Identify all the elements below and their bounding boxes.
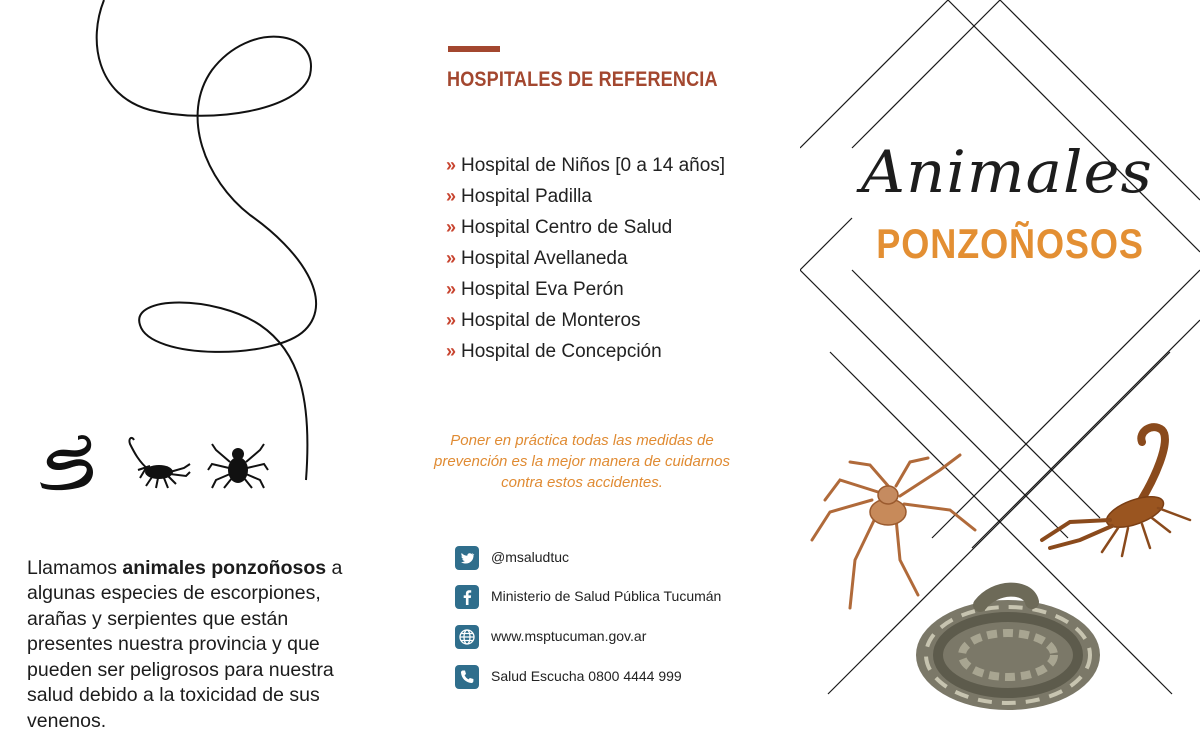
- hospital-name: Hospital Padilla: [461, 186, 592, 207]
- chevron-right-icon: »: [446, 155, 457, 175]
- scorpion-photo: [1042, 427, 1190, 556]
- contact-text: Salud Escucha 0800 4444 999: [491, 668, 682, 684]
- contact-facebook[interactable]: [455, 585, 775, 609]
- hospitals-heading: HOSPITALES DE REFERENCIA: [447, 68, 718, 91]
- facebook-icon: [455, 585, 479, 609]
- hospital-item: [446, 245, 725, 276]
- hospital-name: Hospital Centro de Salud: [461, 217, 673, 238]
- contact-text: www.msptucuman.gov.ar: [491, 628, 647, 644]
- phone-icon: [455, 665, 479, 689]
- hospital-name: Hospital de Concepción: [461, 341, 662, 362]
- snake-photo: [916, 590, 1100, 710]
- contact-phone[interactable]: [455, 665, 775, 689]
- decorative-squiggle-line: [0, 0, 400, 500]
- chevron-right-icon: »: [446, 248, 457, 268]
- creature-illustrations: [800, 0, 1200, 741]
- hospital-item: [446, 276, 725, 307]
- contact-text: @msaludtuc: [491, 549, 570, 565]
- chevron-right-icon: »: [446, 217, 457, 237]
- hospitals-panel: [400, 0, 800, 741]
- twitter-icon: [455, 546, 479, 570]
- hospital-name: Hospital Eva Perón: [461, 279, 624, 300]
- contact-twitter[interactable]: [455, 546, 775, 570]
- hospital-item: [446, 307, 725, 338]
- hospital-name: Hospital de Niños [0 a 14 años]: [461, 155, 726, 176]
- cover-title-bold: PONZOÑOSOS: [876, 220, 1144, 267]
- contact-website[interactable]: [455, 625, 775, 649]
- cover-panel: [800, 0, 1200, 741]
- intro-bold-term: animales ponzoñosos: [122, 556, 327, 579]
- hospital-list: [446, 152, 725, 369]
- chevron-right-icon: »: [446, 310, 457, 330]
- intro-panel: [0, 0, 400, 741]
- globe-icon: [455, 625, 479, 649]
- animal-pictograms: [34, 432, 284, 492]
- prevention-advice: Poner en práctica todas las medidas de prevención es la mejor manera de cuidarnos contra estos accidentes.: [434, 432, 730, 491]
- contact-text: Ministerio de Salud Pública Tucumán: [491, 588, 722, 604]
- hospital-item: [446, 152, 725, 183]
- chevron-right-icon: »: [446, 341, 457, 361]
- intro-paragraph: Llamamos animales ponzoñosos a algunas especies de escorpiones, arañas y serpientes que están presentes nuestra provincia y que pueden ser peligrosos para nuestra salud debido a la toxicidad de sus venenos.: [27, 556, 343, 732]
- hospital-item: [446, 183, 725, 214]
- snake-icon: [40, 435, 93, 490]
- spider-photo: [812, 455, 975, 608]
- accent-bar: [448, 46, 500, 52]
- cover-title-script: Animales: [861, 138, 1153, 206]
- hospital-name: Hospital de Monteros: [461, 310, 641, 331]
- scorpion-icon: [129, 438, 190, 488]
- hospital-item: [446, 338, 725, 369]
- hospital-name: Hospital Avellaneda: [461, 248, 628, 269]
- spider-icon: [208, 444, 268, 488]
- hospital-item: [446, 214, 725, 245]
- chevron-right-icon: »: [446, 186, 457, 206]
- chevron-right-icon: »: [446, 279, 457, 299]
